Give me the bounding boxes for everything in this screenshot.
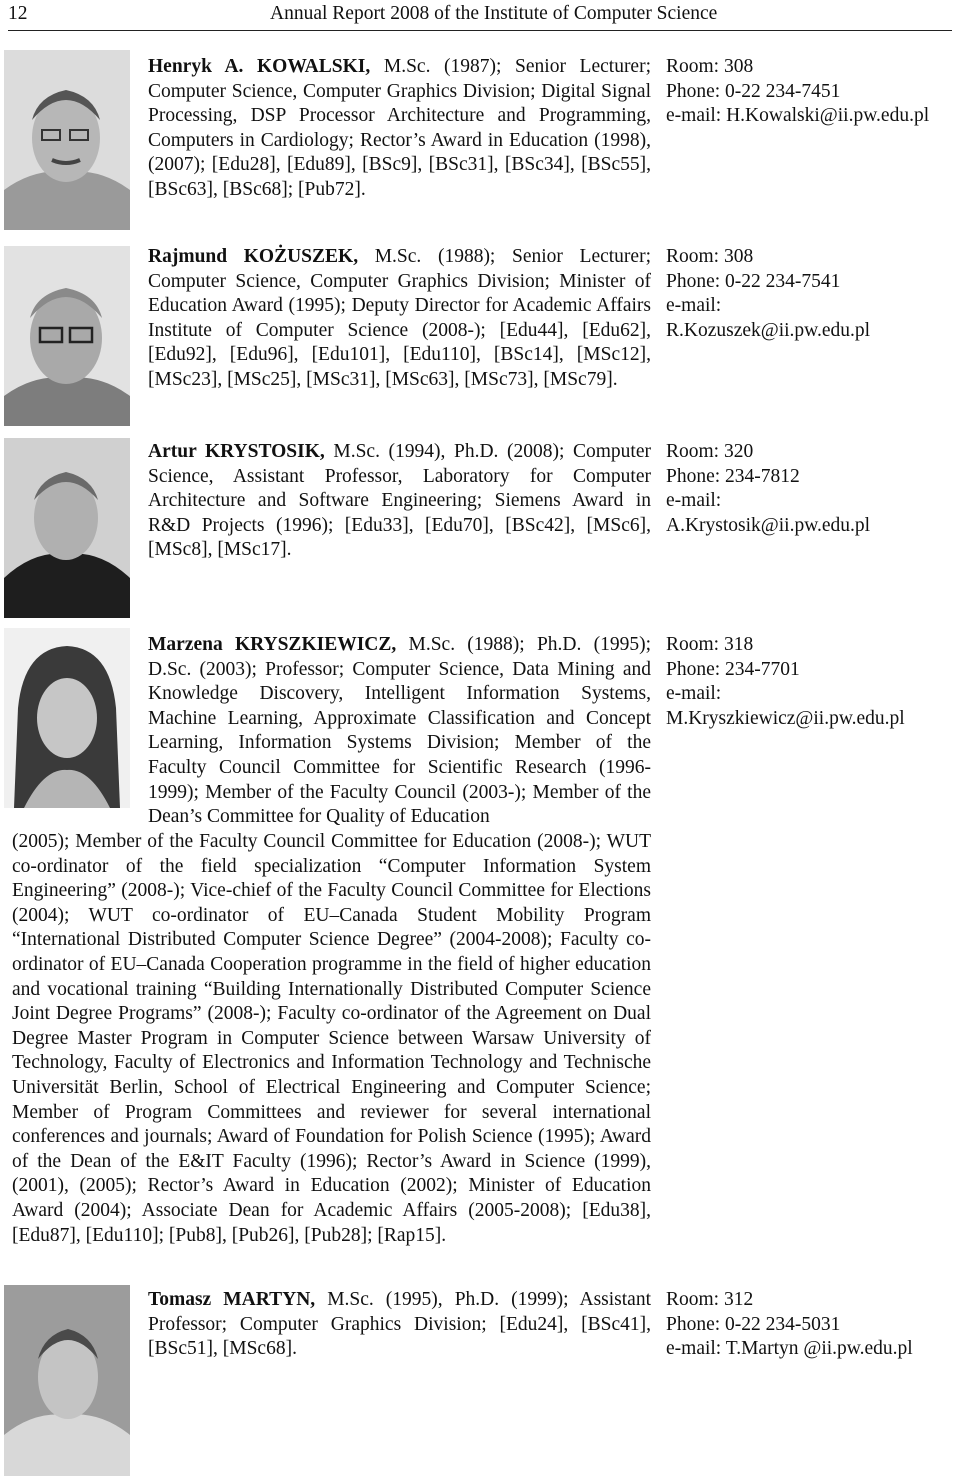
- room: Room: 308: [666, 246, 754, 267]
- person-name: Marzena KRYSZKIEWICZ,: [148, 634, 397, 655]
- bio-text: [148, 440, 651, 563]
- contact-block: [666, 55, 956, 129]
- running-title: Annual Report 2008 of the Institute of Computer Science: [270, 3, 718, 24]
- email: R.Kozuszek@ii.pw.edu.pl: [666, 319, 871, 341]
- portrait-photo: [4, 246, 130, 426]
- person-name: Tomasz MARTYN,: [148, 1289, 316, 1310]
- email-label: e-mail:: [666, 490, 722, 512]
- room: Room: 320: [666, 441, 754, 462]
- page-number: 12: [8, 3, 28, 24]
- portrait-photo: [4, 50, 130, 230]
- email: e-mail: H.Kowalski@ii.pw.edu.pl: [666, 105, 930, 127]
- bio-text: [148, 633, 651, 830]
- phone: Phone: 234-7812: [666, 465, 800, 487]
- bio-text: [148, 1288, 651, 1362]
- email-label: e-mail:: [666, 683, 722, 705]
- contact-block: [666, 440, 956, 538]
- room: Room: 318: [666, 634, 754, 655]
- contact-block: [666, 633, 956, 731]
- bio-details: M.Sc. (1994), Ph.D. (2008); Computer Science, Assistant Professor, Laboratory for Computer Architecture and Software Engineering; Siemens Award in R&D Projects (1996); [Edu33], [Edu70], [BSc42], [MSc6], [MSc8], [MSc17].: [148, 441, 651, 561]
- portrait-photo: [4, 438, 130, 618]
- email-label: e-mail:: [666, 295, 722, 317]
- bio-details: M.Sc. (1988); Ph.D. (1995); D.Sc. (2003); Professor; Computer Science, Data Mining and Knowledge Discovery, Intelligent Information Systems, Machine Learning, Approximate Classification and Concept Learning, Information Systems Division; Member of the Faculty Council Committee for Scientific Research (1996-1999); Member of the Faculty Council (2003-); Member of the Dean’s Committee for Quality of Education: [148, 634, 652, 828]
- portrait-photo: [4, 628, 130, 808]
- email: A.Krystosik@ii.pw.edu.pl: [666, 514, 871, 536]
- person-name: Artur KRYSTOSIK,: [148, 441, 325, 462]
- room: Room: 312: [666, 1289, 754, 1310]
- room: Room: 308: [666, 56, 754, 77]
- bio-details: M.Sc. (1995), Ph.D. (1999); Assistant Professor; Computer Graphics Division; [Edu24], [BSc41], [BSc51], [MSc68].: [148, 1289, 652, 1360]
- bio-continuation: (2005); Member of the Faculty Council Committee for Education (2008-); WUT co-ordinator of the field specialization “Computer Information System Engineering” (2008-); Vice-chief of the Faculty Council Committee for Elections (2004); WUT co-ordinator of EU–Canada Student Mobility Program “International Distributed Computer Science Degree” (2004-2008); Faculty co-ordinator of EU–Canada Cooperation programme in the field of higher education and vocational training “Building Internationally Distributed Computer Science Joint Degree Programs” (2008-); Faculty co-ordinator of the Agreement on Dual Degree Master Program in Computer Science between Warsaw University of Technology, Faculty of Electronics and Information Technology and Technische Universität Berlin, School of Electrical Engineering and Computer Science; Member of Program Committees and reviewer for several international conferences and journals; Award of Foundation for Polish Science (1995); Award of the Dean of the E&IT Faculty (1996); Rector’s Award in Science (1999), (2001), (2005); Rector’s Award in Education (2002); Minister of Education Award (2004); Associate Dean for Academic Affairs (2005-2008); [Edu38], [Edu87], [Edu110]; [Pub8], [Pub26], [Pub28]; [Rap15].: [12, 831, 651, 1246]
- bio-details: M.Sc. (1987); Senior Lecturer; Computer Science, Computer Graphics Division; Digital Signal Processing, DSP Processor Architecture and Programming, Computers in Cardiology; Rector’s Award in Education (1998), (2007); [Edu28], [Edu89], [BSc9], [BSc31], [BSc34], [BSc55], [BSc63], [BSc68]; [Pub72].: [148, 56, 652, 200]
- person-name: Rajmund KOŻUSZEK,: [148, 246, 359, 267]
- email: M.Kryszkiewicz@ii.pw.edu.pl: [666, 707, 905, 729]
- contact-block: [666, 245, 956, 343]
- phone: Phone: 234-7701: [666, 658, 800, 680]
- bio-text: [148, 55, 651, 203]
- contact-block: [666, 1288, 956, 1362]
- page-header: [8, 0, 952, 31]
- phone: Phone: 0-22 234-7451: [666, 80, 841, 102]
- portrait-photo: [4, 1285, 130, 1476]
- email: e-mail: T.Martyn @ii.pw.edu.pl: [666, 1338, 913, 1360]
- phone: Phone: 0-22 234-7541: [666, 270, 841, 292]
- person-name: Henryk A. KOWALSKI,: [148, 56, 371, 77]
- bio-details: M.Sc. (1988); Senior Lecturer; Computer Science, Computer Graphics Division; Minister of Education Award (1995); Deputy Director for Academic Affairs Institute of Computer Science (2008-); [Edu44], [Edu62], [Edu92], [Edu96], [Edu101], [Edu110], [BSc14], [MSc12], [MSc23], [MSc25], [MSc31], [MSc63], [MSc73], [MSc79].: [148, 246, 651, 390]
- phone: Phone: 0-22 234-5031: [666, 1313, 841, 1335]
- bio-text: [148, 245, 651, 393]
